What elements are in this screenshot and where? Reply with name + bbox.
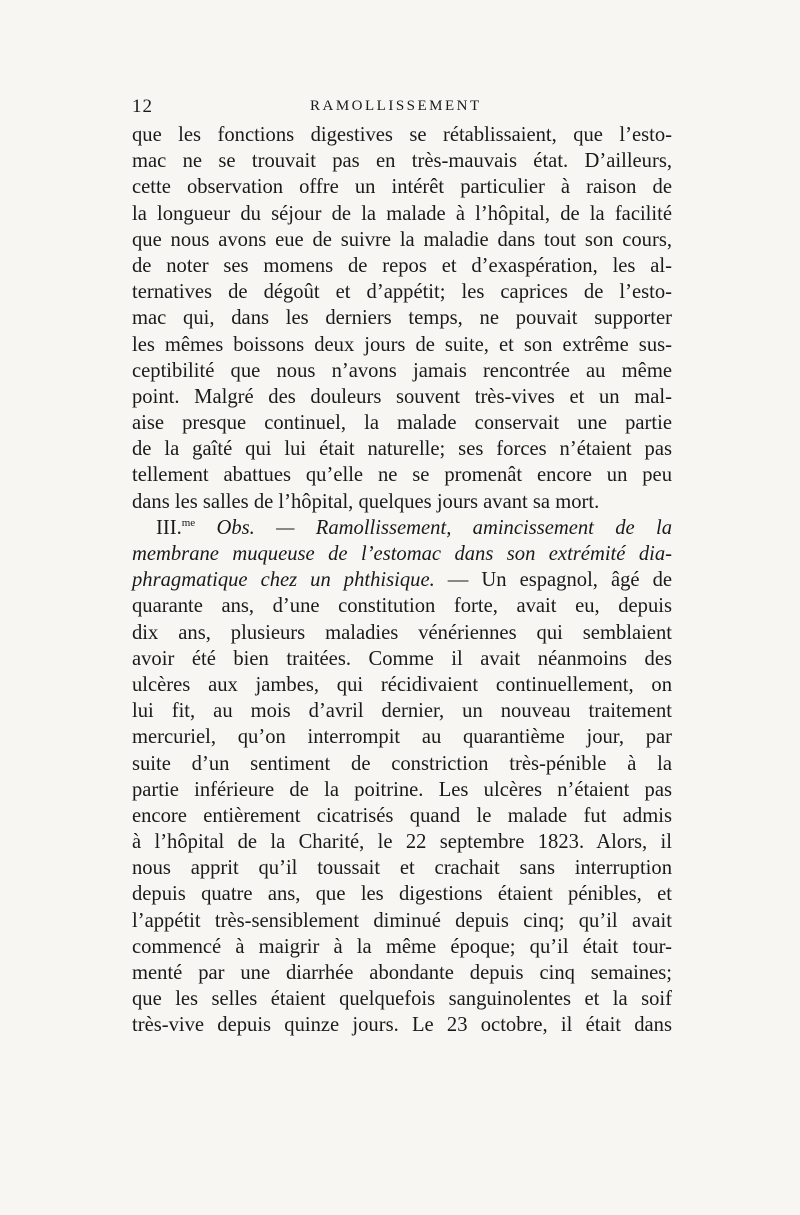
text-line: avoir été bien traitées. Comme il avait néanmoins des (132, 647, 672, 670)
observation-label: Obs. (195, 516, 255, 539)
observation-title-end: phragmatique chez un phthisique. (132, 569, 435, 592)
text-line: l’appétit très-sensiblement diminué depuis cinq; qu’il avait (132, 909, 672, 932)
text-line: menté par une diarrhée abondante depuis cinq semaines; (132, 962, 672, 984)
observation-title-line: membrane muqueuse de l’estomac dans son extrémité dia- (132, 543, 672, 565)
text-line: que les fonctions digestives se rétablissaient, que l’esto- (132, 124, 672, 146)
observation-title: — Ramollissement, amincissement de la (254, 516, 672, 539)
text-line: dans les salles de l’hôpital, quelques jours avant sa mort. (132, 490, 600, 513)
text-line: la longueur du séjour de la malade à l’hôpital, de la facilité (132, 202, 672, 225)
text-line: à l’hôpital de la Charité, le 22 septembre 1823. Alors, il (132, 831, 672, 854)
text-line: lui fit, au mois d’avril dernier, un nouveau traitement (132, 700, 672, 723)
text-line: nous apprit qu’il toussait et crachait sans interruption (132, 857, 672, 880)
text-line: de noter ses momens de repos et d’exaspération, les al- (132, 254, 672, 277)
observation-heading-line (132, 515, 672, 541)
text-line: ulcères aux jambes, qui récidivaient continuellement, on (132, 673, 672, 696)
text-line: que les selles étaient quelquefois sanguinolentes et la soif (132, 988, 672, 1011)
text-line: mac ne se trouvait pas en très-mauvais état. D’ailleurs, (132, 150, 672, 173)
text-line: les mêmes boissons deux jours de suite, et son extrême sus- (132, 333, 672, 356)
observation-number: III. (156, 516, 182, 539)
text-line: aise presque continuel, la malade conservait une partie (132, 412, 672, 435)
text-line: de la gaîté qui lui était naturelle; ses forces n’étaient pas (132, 438, 672, 461)
text-line: ceptibilité que nous n’avons jamais rencontrée au même (132, 359, 672, 382)
page-header (132, 96, 672, 120)
text-line: partie inférieure de la poitrine. Les ulcères n’étaient pas (132, 778, 672, 801)
text-line: ternatives de dégoût et d’appétit; les caprices de l’esto- (132, 281, 672, 304)
text-line: tellement abattues qu’elle ne se promenât encore un peu (132, 464, 672, 487)
text-line: mac qui, dans les derniers temps, ne pouvait supporter (132, 307, 672, 330)
text-line: quarante ans, d’une constitution forte, avait eu, depuis (132, 595, 672, 618)
text-line: dix ans, plusieurs maladies vénériennes qui semblaient (132, 621, 672, 644)
text-line: que nous avons eue de suivre la maladie dans tout son cours, (132, 228, 672, 251)
observation-superscript: me (181, 516, 196, 529)
text-line: phragmatique chez un phthisique. — Un espagnol, âgé de (132, 569, 673, 592)
text-line: point. Malgré des douleurs souvent très-vives et un mal- (132, 385, 672, 408)
body-text (132, 122, 672, 1039)
text-line: cette observation offre un intérêt particulier à raison de (132, 176, 672, 199)
text-line: encore entièrement cicatrisés quand le malade fut admis (132, 804, 672, 827)
text-line: commencé à maigrir à la même époque; qu’il était tour- (132, 935, 672, 958)
text-line: suite d’un sentiment de constriction très-pénible à la (132, 752, 672, 775)
running-head: RAMOLLISSEMENT (310, 98, 482, 114)
text-line: très-vive depuis quinze jours. Le 23 octobre, il était dans (132, 1014, 672, 1037)
page-number: 12 (132, 96, 153, 117)
text-line: mercuriel, qu’on interrompit au quarantième jour, par (132, 726, 672, 749)
text-line: depuis quatre ans, que les digestions étaient pénibles, et (132, 883, 672, 906)
